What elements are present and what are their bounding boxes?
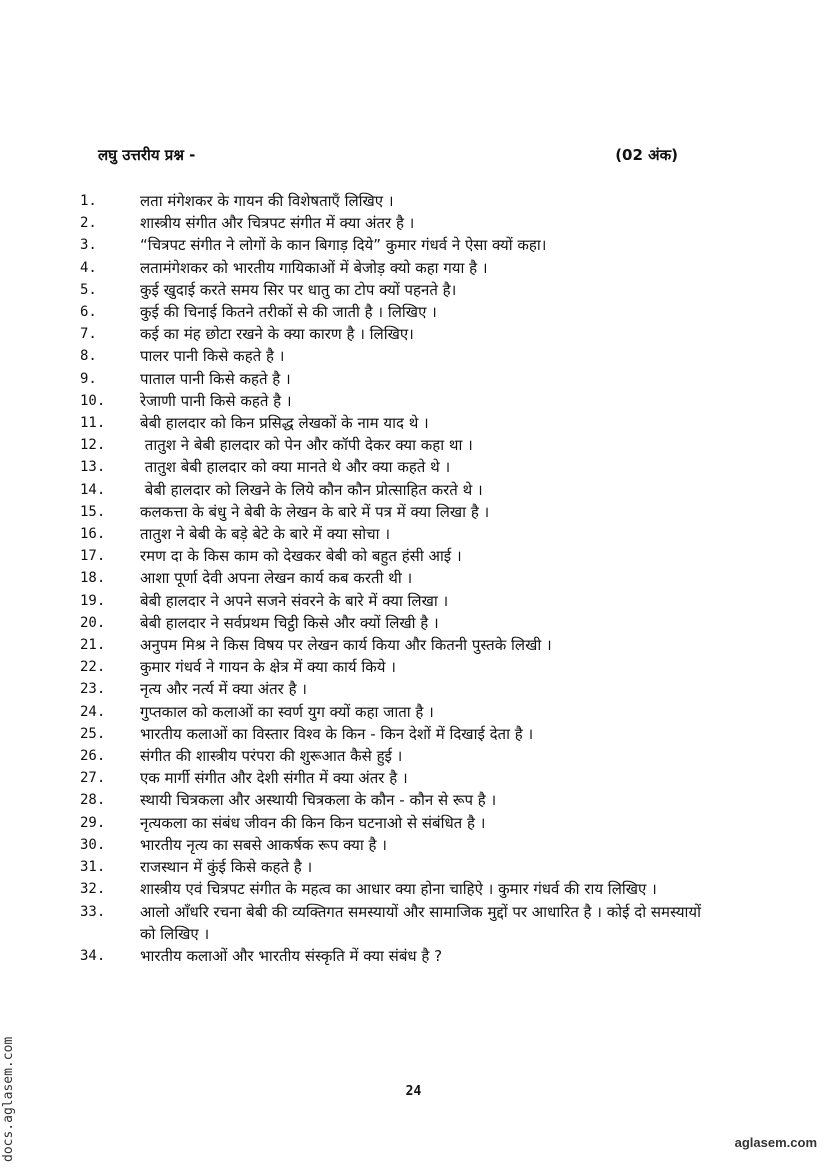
question-item — [80, 234, 720, 256]
question-item — [80, 257, 720, 279]
question-text: भारतीय कलाओं का विस्तार विश्व के किन - किन देशों में दिखाई देता है । — [140, 724, 534, 743]
question-number: 1. — [80, 193, 97, 209]
question-number: 18. — [80, 570, 106, 587]
corner-watermark: aglasem.com — [734, 1135, 817, 1150]
question-item — [80, 390, 720, 412]
question-number: 7. — [80, 326, 97, 343]
question-item — [80, 745, 720, 767]
question-number: 9. — [80, 370, 97, 387]
question-text: रेजाणी पानी किसे कहते है । — [140, 391, 292, 410]
question-item — [80, 656, 720, 678]
question-text: लतामंगेशकर को भारतीय गायिकाओं में बेजोड़ क्यो कहा गया है । — [140, 258, 488, 277]
question-number: 12. — [80, 437, 106, 454]
question-item — [80, 456, 720, 478]
question-text: भारतीय नृत्य का सबसे आकर्षक रूप क्या है । — [140, 835, 387, 854]
question-number: 3. — [80, 237, 97, 254]
question-item — [80, 723, 720, 745]
question-text: पाताल पानी किसे कहते है । — [140, 369, 291, 388]
question-number: 26. — [80, 748, 106, 765]
question-item — [80, 412, 720, 434]
marks-label: (02 अंक) — [615, 146, 678, 164]
question-item — [80, 789, 720, 811]
question-number: 10. — [80, 392, 106, 409]
question-item — [80, 567, 720, 589]
question-text: बेबी हालदार ने अपने सजने संवरने के बारे में क्या लिखा । — [140, 591, 449, 610]
question-number: 17. — [80, 548, 106, 565]
question-text: तातुश ने बेबी के बड़े बेटे के बारे में क्या सोचा । — [140, 525, 391, 544]
question-item — [80, 479, 720, 501]
question-text: बेबी हालदार को लिखने के लिये कौन कौन प्रोत्साहित करते थे । — [140, 480, 483, 499]
question-number: 15. — [80, 503, 106, 520]
question-text: आलो आँधरि रचना बेबी की व्यक्तिगत समस्यायों और सामाजिक मुद्दों पर आधारित है । कोई दो समस्यायों को लिखिए । — [140, 902, 706, 943]
question-item — [80, 701, 720, 723]
question-text: रमण दा के किस काम को देखकर बेबी को बहुत हंसी आई । — [140, 547, 462, 566]
question-number: 4. — [80, 259, 97, 276]
question-text: बेबी हालदार को किन प्रसिद्ध लेखकों के नाम याद थे । — [140, 414, 429, 433]
question-item — [80, 190, 720, 212]
question-item — [80, 501, 720, 523]
question-text: कलकत्ता के बंधु ने बेबी के लेखन के बारे में पत्र में क्या लिखा है । — [140, 502, 490, 521]
question-number: 22. — [80, 659, 106, 676]
question-number: 23. — [80, 681, 106, 698]
question-item — [80, 345, 720, 367]
question-number: 19. — [80, 592, 106, 609]
section-title: लघु उत्तरीय प्रश्न - — [98, 146, 196, 164]
question-text: स्थायी चित्रकला और अस्थायी चित्रकला के कौन - कौन से रूप है । — [140, 791, 497, 810]
question-item — [80, 856, 720, 878]
question-number: 27. — [80, 770, 106, 787]
question-text: कई का मंह छोटा रखने के क्या कारण है । लिखिए। — [140, 325, 414, 344]
side-watermark: docs.aglasem.com — [1, 1036, 16, 1162]
question-text: अनुपम मिश्र ने किस विषय पर लेखन कार्य किया और कितनी पुस्तके लिखी । — [140, 636, 552, 655]
question-item — [80, 323, 720, 345]
page-number: 24 — [405, 1084, 422, 1099]
question-number: 32. — [80, 881, 106, 898]
question-number: 24. — [80, 703, 106, 720]
question-item — [80, 634, 720, 656]
question-text: नृत्यकला का संबंध जीवन की किन किन घटनाओ से संबंधित है । — [140, 813, 486, 832]
question-number: 33. — [80, 903, 106, 920]
question-text: तातुश बेबी हालदार को क्या मानते थे और क्या कहते थे । — [140, 458, 451, 477]
question-text: एक मार्गी संगीत और देशी संगीत में क्या अंतर है । — [140, 769, 408, 788]
question-text: गुप्तकाल को कलाओं का स्वर्ण युग क्यों कहा जाता है । — [140, 702, 434, 721]
question-text: नृत्य और नर्त्य में क्या अंतर है । — [140, 680, 307, 699]
question-number: 30. — [80, 836, 106, 853]
question-item — [80, 523, 720, 545]
question-number: 2. — [80, 215, 97, 232]
question-item — [80, 545, 720, 567]
question-item — [80, 590, 720, 612]
question-text: तातुश ने बेबी हालदार को पेन और कॉपी देकर क्या कहा था । — [140, 436, 473, 455]
question-item — [80, 767, 720, 789]
question-text: भारतीय कलाओं और भारतीय संस्कृति में क्या संबंध है ? — [140, 946, 443, 965]
question-item — [80, 434, 720, 456]
question-number: 13. — [80, 459, 106, 476]
question-text: लता मंगेशकर के गायन की विशेषताएँ लिखिए । — [140, 192, 394, 210]
question-item — [80, 901, 720, 945]
question-item — [80, 212, 720, 234]
question-number: 34. — [80, 947, 106, 964]
question-text: कुई की चिनाई कितने तरीकों से की जाती है । लिखिए । — [140, 303, 437, 322]
question-item — [80, 368, 720, 390]
question-text: बेबी हालदार ने सर्वप्रथम चिट्ठी किसे और क्यों लिखी है । — [140, 613, 439, 632]
question-text: कुई खुदाई करते समय सिर पर धातु का टोप क्यों पहनते है। — [140, 280, 457, 299]
question-number: 20. — [80, 614, 106, 631]
question-number: 5. — [80, 281, 97, 298]
question-text: शास्त्रीय एवं चित्रपट संगीत के महत्व का आधार क्या होना चाहिऐ । कुमार गंधर्व की राय लिखिए । — [140, 880, 657, 899]
question-text: “चित्रपट संगीत ने लोगों के कान बिगाड़ दिये” कुमार गंधर्व ने ऐसा क्यों कहा। — [140, 236, 547, 255]
question-item — [80, 834, 720, 856]
question-text: कुमार गंधर्व ने गायन के क्षेत्र में क्या कार्य किये । — [140, 658, 396, 677]
question-number: 8. — [80, 348, 97, 365]
question-item — [80, 279, 720, 301]
question-list — [80, 190, 720, 967]
question-item — [80, 945, 720, 967]
question-text: संगीत की शास्त्रीय परंपरा की शुरूआत कैसे हुई । — [140, 747, 403, 766]
question-item — [80, 878, 720, 900]
question-item — [80, 678, 720, 700]
question-item — [80, 301, 720, 323]
question-text: पालर पानी किसे कहते है । — [140, 347, 285, 366]
question-number: 25. — [80, 725, 106, 742]
question-text: शास्त्रीय संगीत और चित्रपट संगीत में क्या अंतर है । — [140, 214, 415, 233]
section-heading — [98, 145, 678, 165]
question-number: 28. — [80, 792, 106, 809]
question-number: 6. — [80, 304, 97, 321]
question-number: 16. — [80, 526, 106, 543]
question-number: 21. — [80, 637, 106, 654]
question-number: 31. — [80, 859, 106, 876]
question-number: 29. — [80, 814, 106, 831]
question-item — [80, 612, 720, 634]
question-item — [80, 812, 720, 834]
question-number: 14. — [80, 481, 106, 498]
question-text: राजस्थान में कुंई किसे कहते है । — [140, 858, 313, 877]
question-text: आशा पूर्णा देवी अपना लेखन कार्य कब करती थी । — [140, 569, 413, 588]
question-number: 11. — [80, 415, 106, 432]
